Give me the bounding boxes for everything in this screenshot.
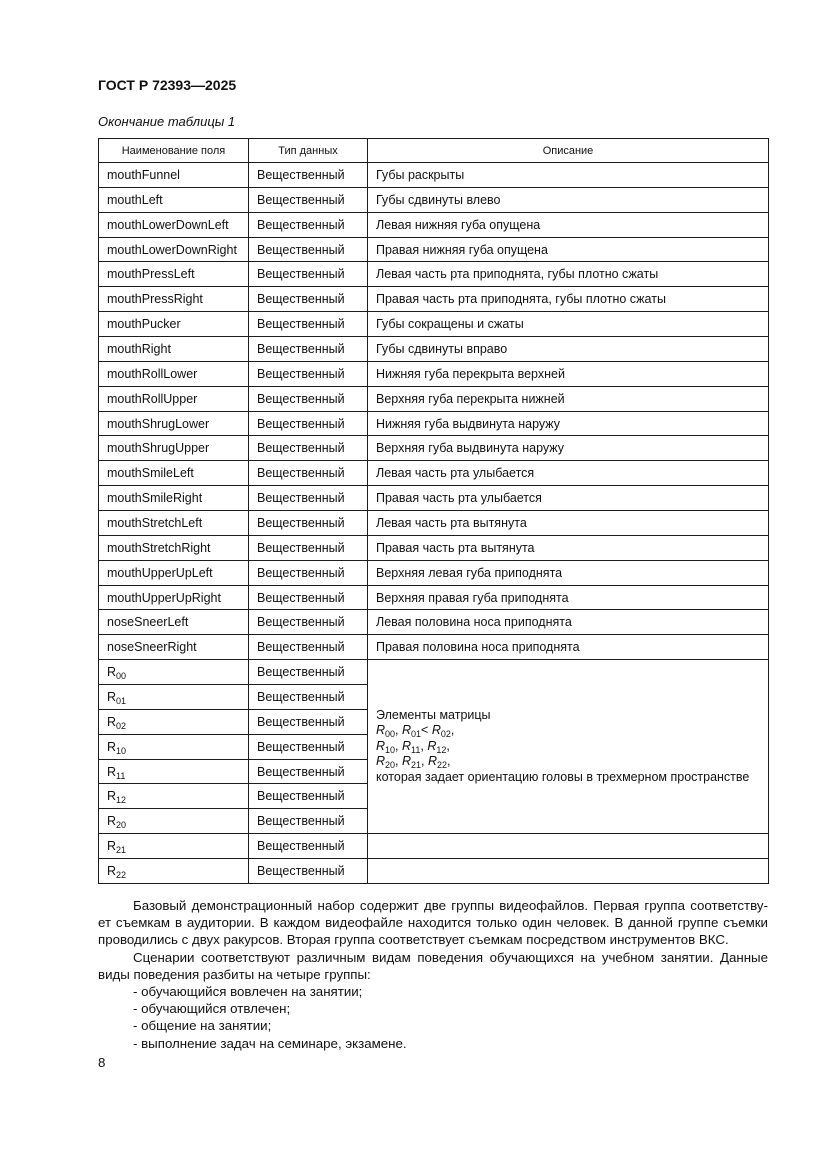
table-row [99, 337, 769, 362]
field-name-cell [99, 187, 249, 212]
field-name-cell [99, 759, 249, 784]
field-name-cell [99, 287, 249, 312]
field-name-subscript: 01 [116, 695, 127, 706]
matrix-symbol: R [376, 738, 386, 753]
table-row [99, 834, 769, 859]
field-name: mouthSmileLeft [107, 466, 194, 481]
field-name-cell [99, 461, 249, 486]
table-row [99, 486, 769, 511]
field-name: mouthShrugLower [107, 416, 210, 431]
matrix-subscript: 12 [436, 744, 447, 755]
field-description-cell: Правая половина носа приподнята [368, 635, 769, 660]
field-description-cell [368, 834, 769, 859]
paragraph-line: ет съемкам в аудитории. В каждом видеофайле находится только один человек. В данной группе съемки [98, 915, 768, 931]
matrix-description-title: Элементы матрицы [376, 707, 491, 722]
field-name-cell [99, 635, 249, 660]
field-name-cell [99, 486, 249, 511]
column-header-description: Описание [368, 139, 769, 163]
field-name: mouthLowerDownLeft [107, 217, 229, 232]
field-type-cell: Вещественный [249, 361, 368, 386]
field-type-cell: Вещественный [249, 709, 368, 734]
matrix-separator: , [395, 738, 402, 753]
matrix-elements-line [376, 739, 764, 755]
field-name-cell [99, 411, 249, 436]
field-name-cell [99, 386, 249, 411]
field-name: R [107, 764, 117, 779]
paragraph-line: проводились с двух ракурсов. Вторая группа соответствует съемкам посредством инструментов ВКС. [98, 932, 729, 948]
table-caption: Окончание таблицы 1 [98, 114, 236, 129]
field-type-cell: Вещественный [249, 560, 368, 585]
matrix-subscript: 10 [385, 744, 396, 755]
field-name: mouthRollLower [107, 366, 198, 381]
paragraph [98, 949, 768, 983]
field-description-cell: Правая часть рта приподнята, губы плотно сжаты [368, 287, 769, 312]
field-name-subscript: 02 [116, 720, 127, 731]
table-row [99, 361, 769, 386]
field-name: mouthFunnel [107, 167, 180, 182]
matrix-symbol: R [402, 754, 412, 769]
field-type-cell: Вещественный [249, 163, 368, 188]
field-description-cell: Левая половина носа приподнята [368, 610, 769, 635]
field-description-cell: Верхняя левая губа приподнята [368, 560, 769, 585]
field-name-cell [99, 361, 249, 386]
matrix-separator: < [421, 723, 432, 738]
field-type-cell: Вещественный [249, 287, 368, 312]
field-name: mouthSmileRight [107, 491, 203, 506]
fields-table [98, 138, 769, 884]
table-row [99, 660, 769, 685]
matrix-description-cell [368, 660, 769, 834]
field-type-cell: Вещественный [249, 262, 368, 287]
table-row [99, 386, 769, 411]
body-text [98, 897, 768, 1052]
field-type-cell: Вещественный [249, 511, 368, 536]
field-name: R [107, 839, 117, 854]
field-type-cell: Вещественный [249, 759, 368, 784]
field-name-cell [99, 511, 249, 536]
field-name: mouthRight [107, 341, 171, 356]
field-description-cell: Нижняя губа перекрыта верхней [368, 361, 769, 386]
table-header-row [99, 139, 769, 163]
matrix-separator: , [421, 754, 428, 769]
table-body [99, 163, 769, 884]
matrix-symbol: R [402, 738, 412, 753]
field-name-subscript: 10 [116, 745, 127, 756]
matrix-subscript: 11 [411, 744, 421, 755]
matrix-separator: , [446, 738, 450, 753]
field-description-cell: Верхняя губа перекрыта нижней [368, 386, 769, 411]
field-description-cell: Губы сдвинуты влево [368, 187, 769, 212]
field-name: R [107, 814, 117, 829]
field-type-cell: Вещественный [249, 635, 368, 660]
field-name-cell [99, 809, 249, 834]
matrix-subscript: 02 [440, 729, 451, 740]
field-name: R [107, 739, 117, 754]
list-item: - обучающийся отвлечен; [133, 1001, 291, 1017]
table-row [99, 212, 769, 237]
field-type-cell: Вещественный [249, 436, 368, 461]
field-type-cell: Вещественный [249, 660, 368, 685]
field-description-cell: Левая часть рта вытянута [368, 511, 769, 536]
column-header-name: Наименование поля [99, 139, 249, 163]
field-name: mouthPressLeft [107, 267, 195, 282]
table-row [99, 436, 769, 461]
field-name-cell [99, 560, 249, 585]
table-row [99, 560, 769, 585]
list-item: - выполнение задач на семинаре, экзамене. [133, 1035, 407, 1051]
field-description-cell: Правая часть рта улыбается [368, 486, 769, 511]
field-name-cell [99, 262, 249, 287]
field-name-subscript: 00 [116, 671, 127, 682]
field-type-cell: Вещественный [249, 585, 368, 610]
table-row [99, 610, 769, 635]
field-type-cell: Вещественный [249, 411, 368, 436]
field-description-cell: Правая нижняя губа опущена [368, 237, 769, 262]
table-row [99, 287, 769, 312]
field-description-cell: Левая часть рта приподнята, губы плотно сжаты [368, 262, 769, 287]
paragraph-line: Базовый демонстрационный набор содержит две группы видеофайлов. Первая группа соответству- [133, 898, 768, 913]
field-description-cell: Левая часть рта улыбается [368, 461, 769, 486]
field-description-cell [368, 859, 769, 884]
matrix-subscript: 01 [411, 729, 422, 740]
field-name: noseSneerRight [107, 640, 197, 655]
field-type-cell: Вещественный [249, 834, 368, 859]
field-description-cell: Нижняя губа выдвинута наружу [368, 411, 769, 436]
field-name-cell [99, 436, 249, 461]
table-row [99, 461, 769, 486]
field-name: R [107, 665, 117, 680]
field-description-cell: Губы сдвинуты вправо [368, 337, 769, 362]
field-description-cell: Губы раскрыты [368, 163, 769, 188]
matrix-separator: , [447, 754, 451, 769]
field-type-cell: Вещественный [249, 312, 368, 337]
field-name: mouthPucker [107, 317, 181, 332]
field-name-cell [99, 784, 249, 809]
field-name-cell [99, 660, 249, 685]
matrix-separator: , [395, 723, 402, 738]
field-type-cell: Вещественный [249, 237, 368, 262]
field-name-cell [99, 610, 249, 635]
field-name-cell [99, 312, 249, 337]
field-name-cell [99, 859, 249, 884]
field-name-subscript: 20 [116, 820, 127, 831]
field-name-cell [99, 585, 249, 610]
matrix-symbol: R [402, 723, 412, 738]
matrix-subscript: 21 [411, 760, 422, 771]
table-row [99, 511, 769, 536]
field-name-cell [99, 212, 249, 237]
field-name: R [107, 863, 117, 878]
document-header: ГОСТ Р 72393—2025 [98, 77, 237, 93]
table-row [99, 163, 769, 188]
field-type-cell: Вещественный [249, 486, 368, 511]
list-item: - общение на занятии; [133, 1018, 272, 1034]
matrix-symbol: R [376, 723, 386, 738]
field-type-cell: Вещественный [249, 386, 368, 411]
field-name: mouthLowerDownRight [107, 242, 237, 257]
field-name: mouthStretchLeft [107, 515, 203, 530]
field-description-cell: Правая часть рта вытянута [368, 535, 769, 560]
paragraph-line: Сценарии соответствуют различным видам поведения обучающихся на учебном занятии. Данные [133, 949, 768, 965]
table-row [99, 411, 769, 436]
table-row [99, 859, 769, 884]
fields-table-container [98, 138, 768, 884]
column-header-type: Тип данных [249, 139, 368, 163]
matrix-elements-line [376, 754, 764, 770]
field-name-cell [99, 337, 249, 362]
matrix-symbol: R [427, 738, 437, 753]
field-description-cell: Губы сокращены и сжаты [368, 312, 769, 337]
page-number: 8 [98, 1055, 106, 1070]
paragraph [98, 897, 768, 949]
field-name-cell [99, 709, 249, 734]
field-type-cell: Вещественный [249, 535, 368, 560]
matrix-symbol: R [376, 754, 386, 769]
field-name: mouthLeft [107, 192, 163, 207]
field-name: mouthPressRight [107, 292, 203, 307]
field-name-cell [99, 734, 249, 759]
field-type-cell: Вещественный [249, 734, 368, 759]
field-type-cell: Вещественный [249, 212, 368, 237]
matrix-subscript: 20 [385, 760, 396, 771]
matrix-separator: , [420, 738, 428, 753]
field-type-cell: Вещественный [249, 809, 368, 834]
field-name: mouthUpperUpRight [107, 590, 221, 605]
matrix-description-tail: которая задает ориентацию головы в трехмерном пространстве [376, 769, 750, 784]
field-name-cell [99, 163, 249, 188]
matrix-symbol: R [431, 723, 441, 738]
table-row [99, 187, 769, 212]
table-row [99, 535, 769, 560]
table-row [99, 312, 769, 337]
field-name-cell [99, 237, 249, 262]
matrix-separator: , [395, 754, 402, 769]
field-name-cell [99, 834, 249, 859]
behavior-list [98, 983, 768, 1052]
matrix-subscript: 22 [437, 760, 448, 771]
field-description-cell: Левая нижняя губа опущена [368, 212, 769, 237]
paragraph-line: виды поведения разбиты на четыре группы: [98, 966, 371, 982]
matrix-symbol: R [428, 754, 438, 769]
field-type-cell: Вещественный [249, 187, 368, 212]
list-item: - обучающийся вовлечен на занятии; [133, 984, 363, 1000]
field-type-cell: Вещественный [249, 859, 368, 884]
field-type-cell: Вещественный [249, 337, 368, 362]
field-name: mouthStretchRight [107, 540, 211, 555]
field-type-cell: Вещественный [249, 461, 368, 486]
field-name: R [107, 789, 117, 804]
field-name-cell [99, 535, 249, 560]
field-description-cell: Верхняя губа выдвинута наружу [368, 436, 769, 461]
table-row [99, 585, 769, 610]
table-row [99, 635, 769, 660]
matrix-subscript: 00 [385, 729, 396, 740]
field-name: R [107, 689, 117, 704]
field-description-cell: Верхняя правая губа приподнята [368, 585, 769, 610]
field-name-subscript: 11 [116, 770, 126, 781]
field-name-subscript: 22 [116, 869, 127, 880]
field-type-cell: Вещественный [249, 784, 368, 809]
field-name-subscript: 12 [116, 795, 127, 806]
field-name: noseSneerLeft [107, 615, 189, 630]
field-type-cell: Вещественный [249, 610, 368, 635]
table-row [99, 262, 769, 287]
matrix-elements-line [376, 723, 764, 739]
field-name-cell [99, 685, 249, 710]
table-row [99, 237, 769, 262]
matrix-separator: , [450, 723, 455, 738]
field-name: mouthRollUpper [107, 391, 198, 406]
field-name: mouthUpperUpLeft [107, 565, 213, 580]
field-name: R [107, 714, 117, 729]
field-name-subscript: 21 [116, 845, 127, 856]
field-name: mouthShrugUpper [107, 441, 210, 456]
field-type-cell: Вещественный [249, 685, 368, 710]
